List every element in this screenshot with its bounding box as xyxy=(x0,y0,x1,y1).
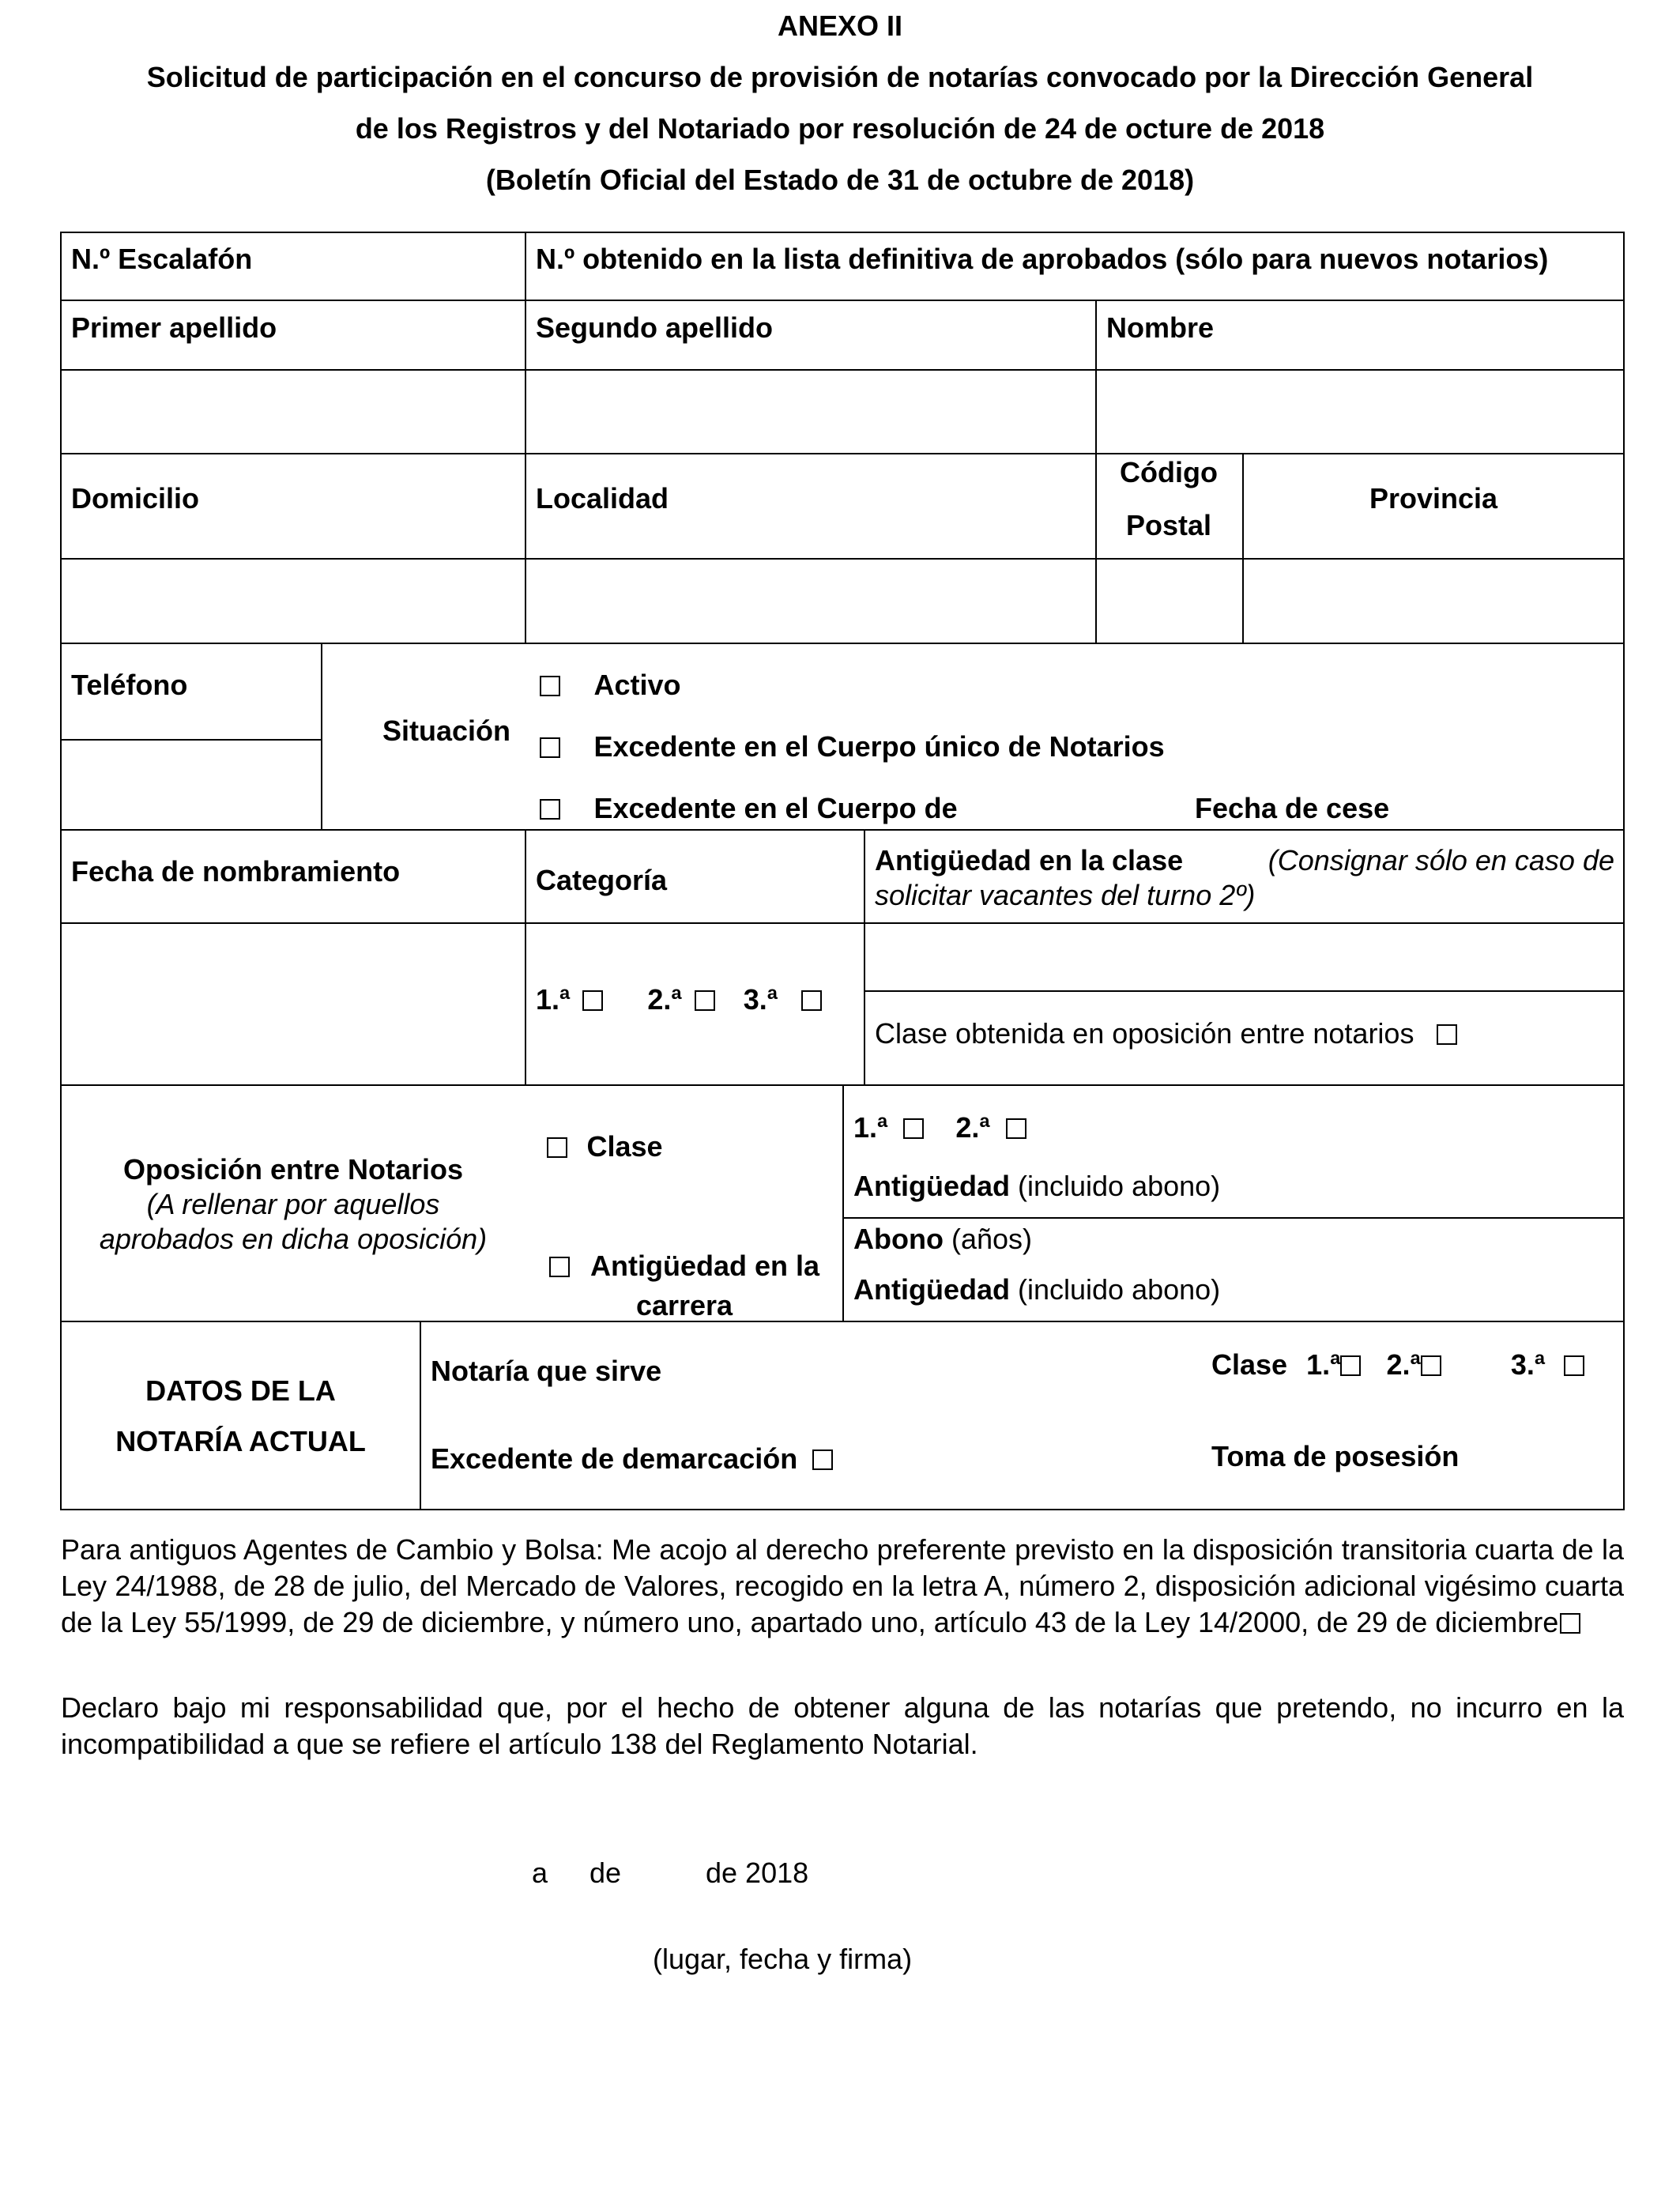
incluido-abono-label-2: (incluido abono) xyxy=(1018,1273,1221,1306)
antiguedad-clase-heading xyxy=(875,843,1614,913)
notaria-clase-2-checkbox[interactable] xyxy=(1421,1355,1441,1376)
telefono-label: Teléfono xyxy=(71,669,188,701)
agentes-text: Para antiguos Agentes de Cambio y Bolsa: Me acojo al derecho preferente previsto en la disposición transitoria cuarta de la Ley 24/1988, de 28 de julio, del Mercado de Valores, recogido en la letra A, número 2, disposición adicional vigésimo cuarta de la Ley 55/1999, de 29 de diciembre, y número uno, apartado uno, artículo 43 de la Ley 14/2000, de 29 de diciembre xyxy=(61,1533,1624,1638)
annex-title: ANEXO II xyxy=(777,9,903,42)
excedente-demarcacion-checkbox[interactable] xyxy=(812,1449,833,1470)
oposicion-note-1: (A rellenar por aquellos xyxy=(146,1188,440,1220)
notaria-clase-options xyxy=(1211,1348,1584,1382)
clase-obtenida-label: Clase obtenida en oposición entre notarios xyxy=(875,1017,1414,1050)
activo-option[interactable] xyxy=(540,669,680,702)
antiguedad-incluido-abono-2 xyxy=(853,1273,1220,1306)
antiguedad-clase-note-b: solicitar vacantes del turno 2º) xyxy=(875,879,1256,911)
categoria-1-checkbox[interactable] xyxy=(582,990,603,1011)
nombre-field[interactable] xyxy=(1097,371,1623,453)
primer-apellido-field[interactable] xyxy=(62,371,525,453)
categoria-label: Categoría xyxy=(536,864,668,896)
notaria-clase-label: Clase xyxy=(1211,1348,1288,1381)
oposicion-clase-1-checkbox[interactable] xyxy=(903,1118,924,1139)
notaria-clase-1-checkbox[interactable] xyxy=(1340,1355,1361,1376)
numero-lista-label: N.º obtenido en la lista definitiva de aprobados (sólo para nuevos notarios) xyxy=(536,243,1549,275)
toma-posesion-label: Toma de posesión xyxy=(1211,1440,1460,1472)
incluido-abono-label-1: (incluido abono) xyxy=(1018,1170,1221,1202)
antiguedad-carrera-option[interactable] xyxy=(526,1246,842,1325)
antiguedad-carrera-label-1: Antigüedad en la xyxy=(590,1250,820,1282)
oposicion-clase-2-checkbox[interactable] xyxy=(1006,1118,1026,1139)
oposicion-note-2: aprobados en dicha oposición) xyxy=(99,1223,488,1255)
antiguedad-clase-field[interactable] xyxy=(865,924,1623,990)
provincia-field[interactable] xyxy=(1244,560,1623,643)
agentes-checkbox[interactable] xyxy=(1560,1613,1580,1634)
localidad-label: Localidad xyxy=(536,482,669,515)
antiguedad-carrera-label-2: carrera xyxy=(635,1289,733,1321)
clase-obtenida-option[interactable] xyxy=(875,1017,1457,1050)
domicilio-field[interactable] xyxy=(62,560,525,643)
excedente-unico-checkbox[interactable] xyxy=(540,737,560,758)
notaria-clase-2-label: 2.ª xyxy=(1386,1348,1421,1381)
postal-label: Postal xyxy=(1125,509,1212,541)
excedente-demarcacion-option[interactable] xyxy=(431,1442,833,1476)
oposicion-heading xyxy=(62,1152,525,1257)
clase-label: Clase xyxy=(586,1130,663,1163)
categoria-2-label: 2.ª xyxy=(647,983,682,1016)
activo-checkbox[interactable] xyxy=(540,676,560,696)
excedente-unico-option[interactable] xyxy=(540,730,1165,763)
excedente-cuerpo-label: Excedente en el Cuerpo de xyxy=(593,792,958,824)
clase-checkbox[interactable] xyxy=(547,1137,567,1158)
domicilio-label: Domicilio xyxy=(71,482,200,515)
nombre-label: Nombre xyxy=(1106,311,1215,344)
situacion-label: Situación xyxy=(382,714,511,747)
signature-de: de xyxy=(590,1857,622,1889)
antiguedad-label-1: Antigüedad xyxy=(853,1170,1010,1202)
telefono-field[interactable] xyxy=(62,741,321,829)
notaria-clase-3-checkbox[interactable] xyxy=(1564,1355,1584,1376)
datos-line-1: DATOS DE LA xyxy=(145,1374,336,1407)
provincia-label: Provincia xyxy=(1369,482,1498,515)
clase-option[interactable] xyxy=(547,1130,663,1163)
excedente-demarcacion-label: Excedente de demarcación xyxy=(431,1442,798,1475)
localidad-field[interactable] xyxy=(526,560,1095,643)
notaria-clase-1-label: 1.ª xyxy=(1306,1348,1341,1381)
form-title-line-1: Solicitud de participación en el concurso de provisión de notarías convocado por la Dirección General xyxy=(146,61,1534,93)
notaria-clase-3-label: 3.ª xyxy=(1510,1348,1546,1381)
signature-a: a xyxy=(532,1857,548,1889)
oposicion-clase-2-label: 2.ª xyxy=(955,1111,990,1144)
antiguedad-carrera-checkbox[interactable] xyxy=(549,1257,570,1277)
excedente-unico-label: Excedente en el Cuerpo único de Notarios xyxy=(593,730,1165,763)
datos-notaria-heading xyxy=(62,1366,420,1467)
abono-label: Abono xyxy=(853,1223,944,1255)
categoria-3-checkbox[interactable] xyxy=(801,990,822,1011)
primer-apellido-label: Primer apellido xyxy=(71,311,277,344)
categoria-2-checkbox[interactable] xyxy=(695,990,715,1011)
datos-line-2: NOTARÍA ACTUAL xyxy=(115,1425,366,1457)
abono-anos xyxy=(853,1223,1032,1256)
categoria-3-label: 3.ª xyxy=(743,983,778,1016)
segundo-apellido-field[interactable] xyxy=(526,371,1095,453)
agentes-paragraph xyxy=(61,1532,1624,1641)
fecha-nombramiento-label: Fecha de nombramiento xyxy=(71,855,401,888)
oposicion-title: Oposición entre Notarios xyxy=(122,1153,464,1186)
anos-label: (años) xyxy=(951,1223,1033,1255)
notaria-sirve-label: Notaría que sirve xyxy=(431,1355,662,1387)
fecha-nombramiento-field[interactable] xyxy=(62,924,525,1084)
codigo-label: Código xyxy=(1120,456,1218,488)
declaro-paragraph: Declaro bajo mi responsabilidad que, por el hecho de obtener alguna de las notarías que pretendo, no incurro en la incompatibilidad a que se refiere el artículo 138 del Reglamento Notarial. xyxy=(61,1691,1624,1760)
antiguedad-clase-note-a: (Consignar sólo en caso de xyxy=(1268,844,1614,876)
oposicion-clase-1-label: 1.ª xyxy=(853,1111,888,1144)
excedente-cuerpo-checkbox[interactable] xyxy=(540,799,560,820)
codigo-postal-field[interactable] xyxy=(1097,560,1242,643)
signature-year: de 2018 xyxy=(706,1857,809,1889)
activo-label: Activo xyxy=(593,669,681,701)
antiguedad-clase-label: Antigüedad en la clase xyxy=(875,844,1184,876)
segundo-apellido-label: Segundo apellido xyxy=(536,311,774,344)
antiguedad-label-2: Antigüedad xyxy=(853,1273,1010,1306)
form-title-line-3: (Boletín Oficial del Estado de 31 de octubre de 2018) xyxy=(485,164,1195,196)
excedente-cuerpo-option[interactable] xyxy=(540,792,958,825)
clase-obtenida-checkbox[interactable] xyxy=(1437,1024,1457,1045)
oposicion-clase-options xyxy=(853,1111,1026,1144)
fecha-cese-label: Fecha de cese xyxy=(1195,792,1390,824)
form-title-line-2: de los Registros y del Notariado por resolución de 24 de octure de 2018 xyxy=(355,112,1325,145)
categoria-1-label: 1.ª xyxy=(536,983,571,1016)
antiguedad-incluido-abono-1 xyxy=(853,1170,1220,1203)
escalafon-label: N.º Escalafón xyxy=(71,243,253,275)
categoria-options xyxy=(536,983,822,1016)
signature-caption: (lugar, fecha y firma) xyxy=(653,1943,913,1975)
